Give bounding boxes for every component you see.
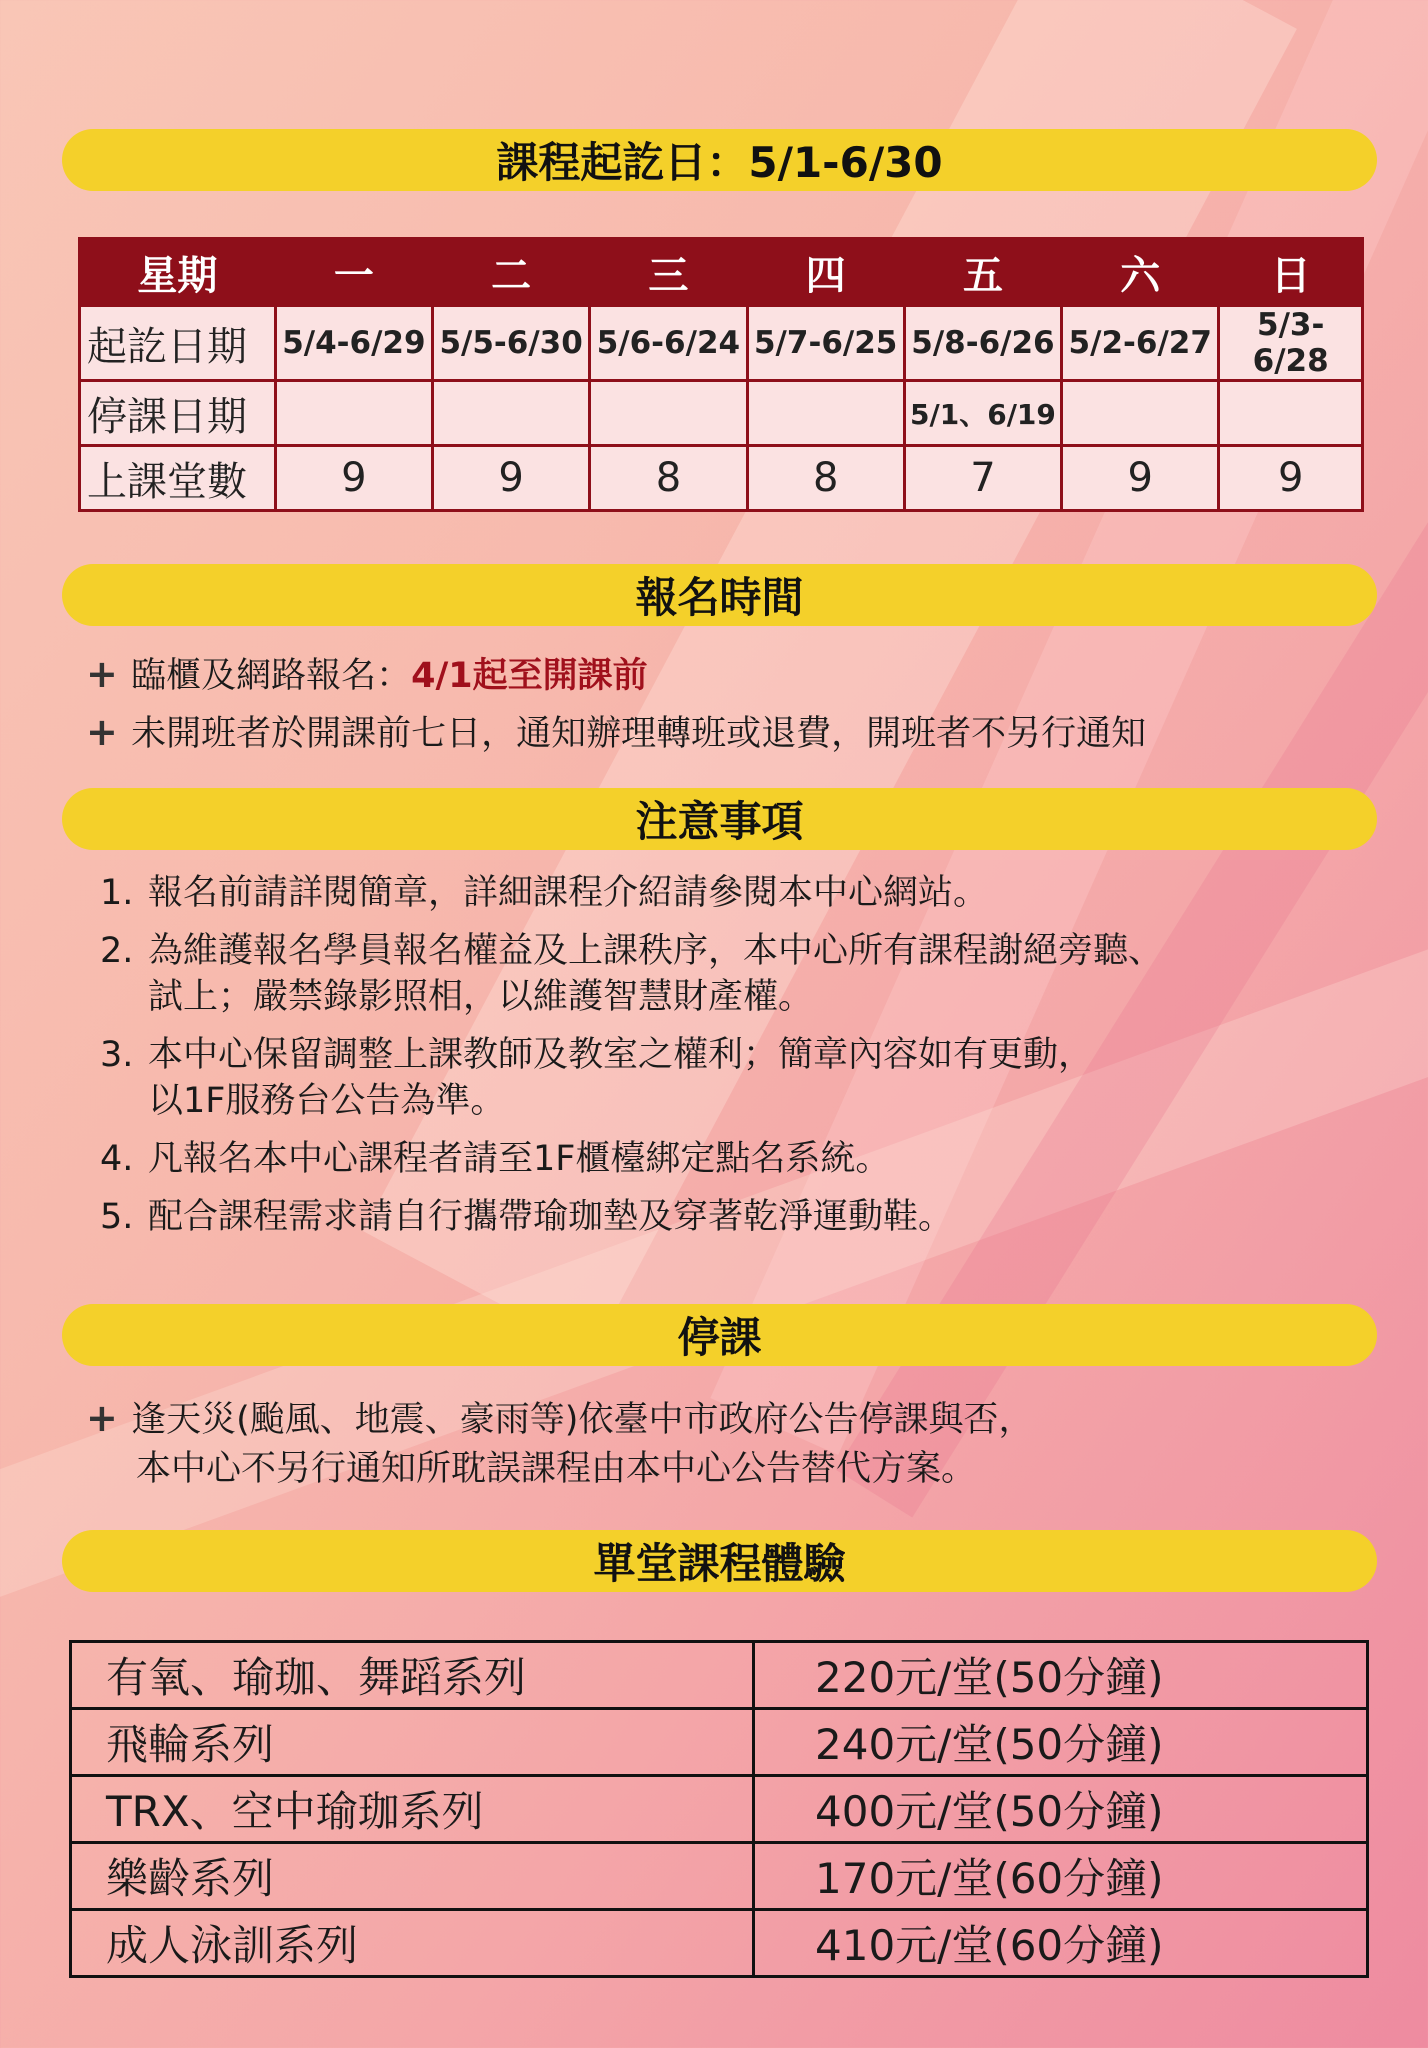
notice-number: 1. [100,873,134,913]
date-range-cell: 5/5-6/30 [433,306,590,381]
date-range-cell: 5/7-6/25 [747,306,904,381]
date-range-cell: 5/2-6/27 [1062,306,1219,381]
course-series-name: 有氧、瑜珈、舞蹈系列 [71,1642,754,1709]
notices-list [100,870,1360,1252]
course-price: 220元/堂(50分鐘) [754,1642,1368,1709]
suspension-line-1 [86,1392,1033,1442]
suspension-line-1-text: 逢天災(颱風、地震、豪雨等)依臺中市政府公告停課與否， [131,1400,1034,1440]
suspension-title: 停課 [677,1313,762,1362]
price-row [71,1776,1368,1843]
suspension-line-2-text: 本中心不另行通知所耽誤課程由本中心公告替代方案。 [136,1449,977,1489]
suspension-cell [747,381,904,446]
registration-banner [62,564,1377,626]
class-count-cell: 8 [747,446,904,511]
row-label: 停課日期 [80,381,276,446]
registration-line-1 [86,648,648,698]
notice-item [100,1194,1360,1240]
header-thu: 四 [747,239,904,306]
schedule-table [78,237,1364,512]
notices-title: 注意事項 [635,797,804,846]
course-series-name: 飛輪系列 [71,1709,754,1776]
course-price: 400元/堂(50分鐘) [754,1776,1368,1843]
row-date-range [80,306,1363,381]
price-row [71,1709,1368,1776]
header-weekday: 星期 [80,239,276,306]
plus-icon: + [86,1396,118,1440]
date-range-cell: 5/3-6/28 [1219,306,1363,381]
suspension-cell [590,381,747,446]
notice-text: 配合課程需求請自行攜帶瑜珈墊及穿著乾淨運動鞋。 [148,1197,954,1237]
class-count-cell: 8 [590,446,747,511]
price-row [71,1910,1368,1977]
notice-item [100,1136,1360,1182]
suspension-banner [62,1304,1377,1366]
notice-item [100,1032,1360,1124]
notice-item [100,870,1360,916]
suspension-cell [1219,381,1363,446]
class-count-cell: 9 [433,446,590,511]
row-suspension-dates [80,381,1363,446]
single-class-price-table [69,1640,1369,1978]
notice-text: 本中心保留調整上課教師及教室之權利；簡章內容如有更動， 以1F服務台公告為準。 [148,1035,1094,1121]
registration-open-date: 4/1起至開課前 [411,656,648,696]
notice-text: 報名前請詳閱簡章，詳細課程介紹請參閱本中心網站。 [148,873,989,913]
course-series-name: 樂齡系列 [71,1843,754,1910]
course-series-name: TRX、空中瑜珈系列 [71,1776,754,1843]
course-series-name: 成人泳訓系列 [71,1910,754,1977]
header-tue: 二 [433,239,590,306]
date-range-cell: 5/8-6/26 [904,306,1061,381]
notice-number: 3. [100,1035,134,1075]
plus-icon: + [86,652,118,696]
row-label: 上課堂數 [80,446,276,511]
single-class-banner [62,1530,1377,1592]
header-fri: 五 [904,239,1061,306]
notice-item [100,928,1360,1020]
notices-banner [62,788,1377,850]
single-class-title: 單堂課程體驗 [593,1539,846,1588]
notice-text: 為維護報名學員報名權益及上課秩序，本中心所有課程謝絕旁聽、 試上；嚴禁錄影照相，以維護智慧財產權。 [148,931,1164,1017]
registration-title: 報名時間 [635,573,804,622]
header-mon: 一 [275,239,432,306]
notice-text: 凡報名本中心課程者請至1F櫃檯綁定點名系統。 [148,1139,891,1179]
class-count-cell: 7 [904,446,1061,511]
row-label: 起訖日期 [80,306,276,381]
suspension-cell: 5/1、6/19 [904,381,1061,446]
course-price: 410元/堂(60分鐘) [754,1910,1368,1977]
plus-icon: + [86,710,118,754]
suspension-line-2 [136,1441,976,1491]
notice-number: 5. [100,1197,134,1237]
date-range-cell: 5/6-6/24 [590,306,747,381]
registration-line-2 [86,706,1146,756]
registration-line-2-text: 未開班者於開課前七日，通知辦理轉班或退費，開班者不另行通知 [131,714,1147,754]
price-row [71,1642,1368,1709]
notice-number: 4. [100,1139,134,1179]
suspension-cell [1062,381,1219,446]
row-class-count [80,446,1363,511]
registration-line-1-prefix: 臨櫃及網路報名： [131,656,412,696]
schedule-header-row [80,239,1363,306]
price-row [71,1843,1368,1910]
header-sat: 六 [1062,239,1219,306]
header-wed: 三 [590,239,747,306]
date-range-cell: 5/4-6/29 [275,306,432,381]
course-period-banner [62,129,1377,191]
course-price: 240元/堂(50分鐘) [754,1709,1368,1776]
course-price: 170元/堂(60分鐘) [754,1843,1368,1910]
class-count-cell: 9 [1219,446,1363,511]
course-period-text: 課程起訖日：5/1-6/30 [496,138,943,187]
suspension-cell [275,381,432,446]
suspension-cell [433,381,590,446]
notice-number: 2. [100,931,134,971]
class-count-cell: 9 [1062,446,1219,511]
class-count-cell: 9 [275,446,432,511]
header-sun: 日 [1219,239,1363,306]
